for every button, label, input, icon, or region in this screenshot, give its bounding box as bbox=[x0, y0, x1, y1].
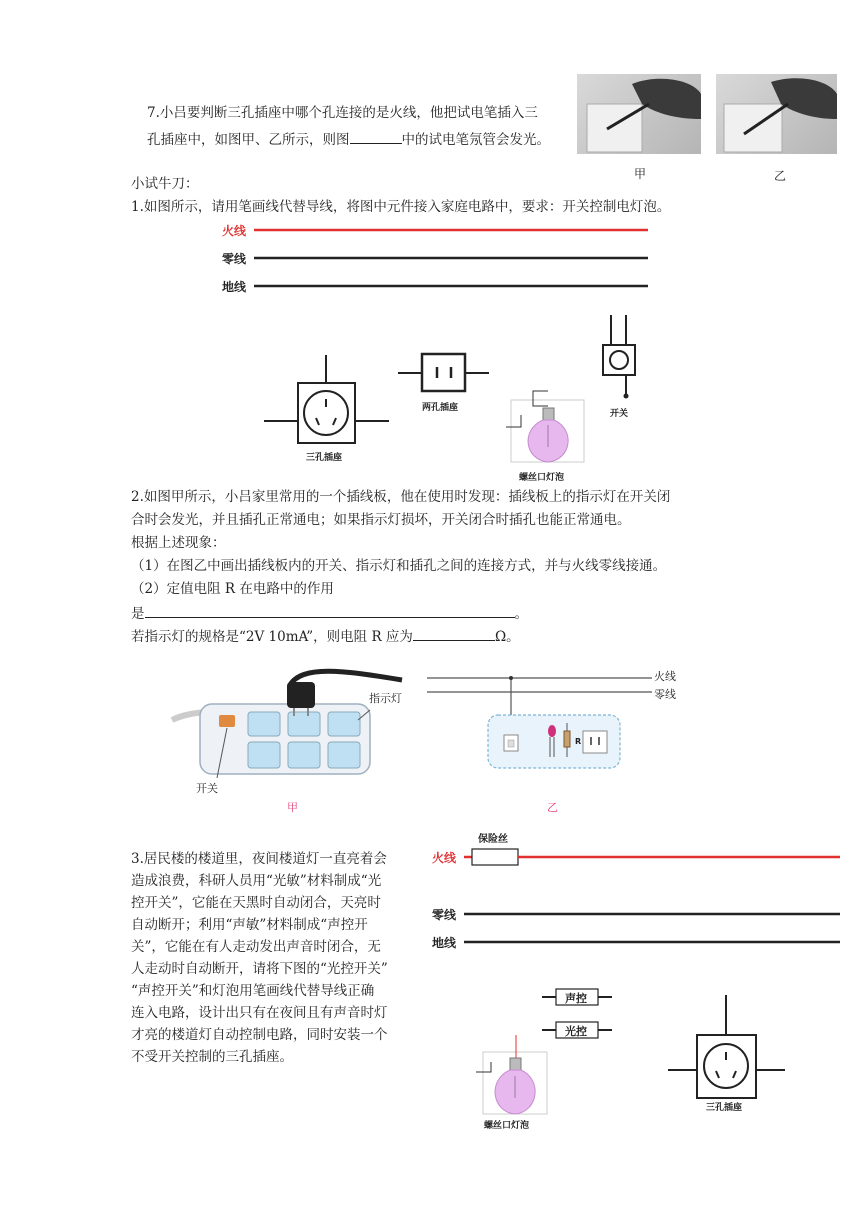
q7-line1: 7.小吕要判断三孔插座中哪个孔连接的是火线，他把试电笔插入三 bbox=[147, 105, 538, 121]
p2-live-label: 火线 bbox=[654, 670, 676, 683]
p3-line: 人走动时自动断开，请将下图的“光控开关” bbox=[131, 961, 388, 977]
p1-three-socket-label: 三孔插座 bbox=[306, 453, 343, 463]
p3-line: 造成浪费，科研人员用“光敏”材料制成“光 bbox=[131, 873, 382, 889]
p3-line: 关”，它能在有人走动发出声音时闭合，无 bbox=[131, 939, 381, 955]
p3-bulb-label: 螺丝口灯泡 bbox=[484, 1121, 530, 1131]
p2-line3: 根据上述现象： bbox=[131, 535, 226, 551]
p2-line1: 2.如图甲所示，小吕家里常用的一个插线板，他在使用时发现：插线板上的指示灯在开关闭 bbox=[131, 489, 671, 505]
p2-line6-suffix: 。 bbox=[514, 606, 528, 622]
p1-switch-label: 开关 bbox=[610, 409, 629, 419]
p3-three-socket-label: 三孔插座 bbox=[706, 1103, 743, 1113]
p2-line7-suffix: Ω。 bbox=[494, 629, 520, 645]
p3-three-socket[interactable] bbox=[668, 995, 785, 1098]
q7-line2-suffix: 中的试电笔氖管会发光。 bbox=[401, 132, 550, 148]
p3-line: 才亮的楼道灯自动控制电路，同时安装一个 bbox=[131, 1027, 388, 1043]
p2-role-blank[interactable] bbox=[145, 602, 515, 618]
p3-line: 不受开关控制的三孔插座。 bbox=[131, 1049, 293, 1065]
p1-two-socket-label: 两孔插座 bbox=[422, 403, 459, 413]
photo-tester-jia bbox=[577, 74, 701, 154]
p2-line7 bbox=[131, 625, 520, 648]
p1-live-label: 火线 bbox=[222, 224, 247, 238]
p2-power-strip bbox=[172, 660, 412, 800]
p1-text: 1.如图所示，请用笔画线代替导线，将图中元件接入家庭电路中，要求：开关控制电灯泡。 bbox=[131, 199, 671, 215]
p3-fuse[interactable] bbox=[472, 849, 518, 865]
p3-light-switch-label: 光控 bbox=[565, 1025, 587, 1038]
p2-line2: 合时会发光，并且插孔正常通电；如果指示灯损坏，开关闭合时插孔也能正常通电。 bbox=[131, 512, 631, 528]
p2-circuit-diagram bbox=[420, 665, 680, 785]
p2-line4: （1）在图乙中画出插线板内的开关、指示灯和插孔之间的连接方式，并与火线零线接通。 bbox=[131, 558, 667, 574]
label-jia: 甲 bbox=[634, 167, 647, 181]
p2-line5: （2）定值电阻 R 在电路中的作用 bbox=[131, 581, 334, 597]
p1-bulb-label: 螺丝口灯泡 bbox=[519, 473, 565, 483]
p2-switch-label: 开关 bbox=[196, 782, 218, 795]
q7-line2 bbox=[147, 128, 550, 151]
p3-line: 连入电路，设计出只有在夜间且有声音时灯 bbox=[131, 1005, 388, 1021]
p2-line7-prefix: 若指示灯的规格是“2V 10mA”，则电阻 R 应为 bbox=[131, 629, 413, 645]
q7-answer-blank[interactable] bbox=[350, 128, 402, 144]
p1-three-socket[interactable] bbox=[264, 355, 389, 443]
p3-neutral-label: 零线 bbox=[432, 908, 457, 922]
p2-indicator-label: 指示灯 bbox=[369, 692, 402, 705]
p1-two-socket[interactable] bbox=[398, 354, 489, 391]
p3-line: 控开关”，它能在天黑时自动闭合，天亮时 bbox=[131, 895, 381, 911]
p3-fuse-label: 保险丝 bbox=[478, 834, 508, 845]
p2-label-yi: 乙 bbox=[547, 801, 558, 814]
p2-socket-symbol[interactable] bbox=[583, 731, 607, 753]
p3-diagram bbox=[0, 830, 860, 1130]
p1-bulb[interactable] bbox=[506, 391, 584, 462]
p3-line: 自动断开；利用“声敏”材料制成“声控开 bbox=[131, 917, 368, 933]
p3-bulb[interactable] bbox=[476, 1035, 547, 1114]
p2-r-label: R bbox=[575, 737, 582, 746]
label-yi: 乙 bbox=[774, 169, 787, 183]
p2-neutral-label: 零线 bbox=[654, 688, 676, 701]
q7-line2-prefix: 孔插座中，如图甲、乙所示，则图 bbox=[147, 132, 350, 148]
p3-line: “声控开关”和灯泡用笔画线代替导线正确 bbox=[131, 983, 375, 999]
p2-resistance-blank[interactable] bbox=[413, 625, 495, 641]
p3-sound-switch-label: 声控 bbox=[565, 992, 587, 1005]
p2-line6 bbox=[131, 602, 528, 625]
p3-line: 3.居民楼的楼道里，夜间楼道灯一直亮着会 bbox=[131, 851, 387, 867]
p2-line6-prefix: 是 bbox=[131, 606, 145, 622]
p1-ground-label: 地线 bbox=[222, 280, 247, 294]
section-title: 小试牛刀： bbox=[131, 176, 199, 192]
p2-label-jia: 甲 bbox=[287, 801, 298, 814]
p3-live-label: 火线 bbox=[432, 851, 457, 865]
p1-neutral-label: 零线 bbox=[222, 252, 247, 266]
photo-tester-yi bbox=[716, 74, 837, 154]
p3-ground-label: 地线 bbox=[432, 936, 457, 950]
p1-switch[interactable] bbox=[603, 315, 635, 399]
